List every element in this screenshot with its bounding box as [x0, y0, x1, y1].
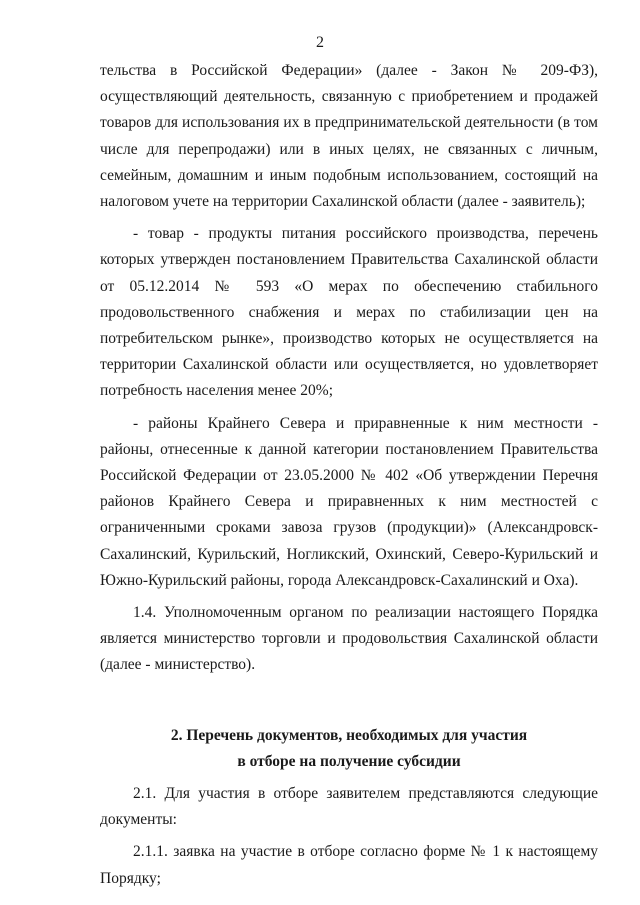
page-number: 2	[316, 34, 324, 51]
paragraph-2-1: 2.1. Для участия в отборе заявителем представляются следующие документы:	[100, 785, 598, 829]
paragraph-far-north-definition: - районы Крайнего Севера и приравненные к ним местности - районы, отнесенные к данной категории постановлением Правительства Российской Федерации от 23.05.2000 № 402 «Об утверждении Перечня районов Крайнего Севера и приравненных к ним местностей с ограниченными сроками завоза грузов (продукции)» (Александровск-Сахалинский, Курильский, Ногликский, Охинский, Северо-Курильский и Южно-Курильский районы, города Александровск-Сахалинский и Оха).	[100, 414, 598, 589]
paragraph-2-1-1: 2.1.1. заявка на участие в отборе согласно форме № 1 к настоящему Порядку;	[100, 843, 598, 887]
paragraph-applicant-definition: тельства в Российской Федерации» (далее - Закон № 209-ФЗ), осуществляющий деятельность, связанную с приобретением и продажей товаров для использования их в предпринимательской деятельности (в том числе для перепродажи) или в иных целях, не связанных с личным, семейным, домашним и иным подобным использованием, состоящий на налоговом учете на территории Сахалинской области (далее - заявитель);	[100, 62, 598, 211]
section-heading-line-2: в отборе на получение субсидии	[237, 752, 461, 770]
document-body	[100, 58, 598, 892]
paragraph-authorized-body: 1.4. Уполномоченным органом по реализации настоящего Порядка является министерство торговли и продовольствия Сахалинской области (далее - министерство).	[100, 604, 598, 674]
paragraph-goods-definition: - товар - продукты питания российского производства, перечень которых утвержден постановлением Правительства Сахалинской области от 05.12.2014 № 593 «О мерах по обеспечению стабильного продовольственного снабжения и мерах по стабилизации цен на потребительском рынке», производство которых не осуществляется на территории Сахалинской области или осуществляется, но удовлетворяет потребность населения менее 20%;	[100, 225, 598, 400]
section-heading-line-1: 2. Перечень документов, необходимых для участия	[170, 726, 528, 744]
